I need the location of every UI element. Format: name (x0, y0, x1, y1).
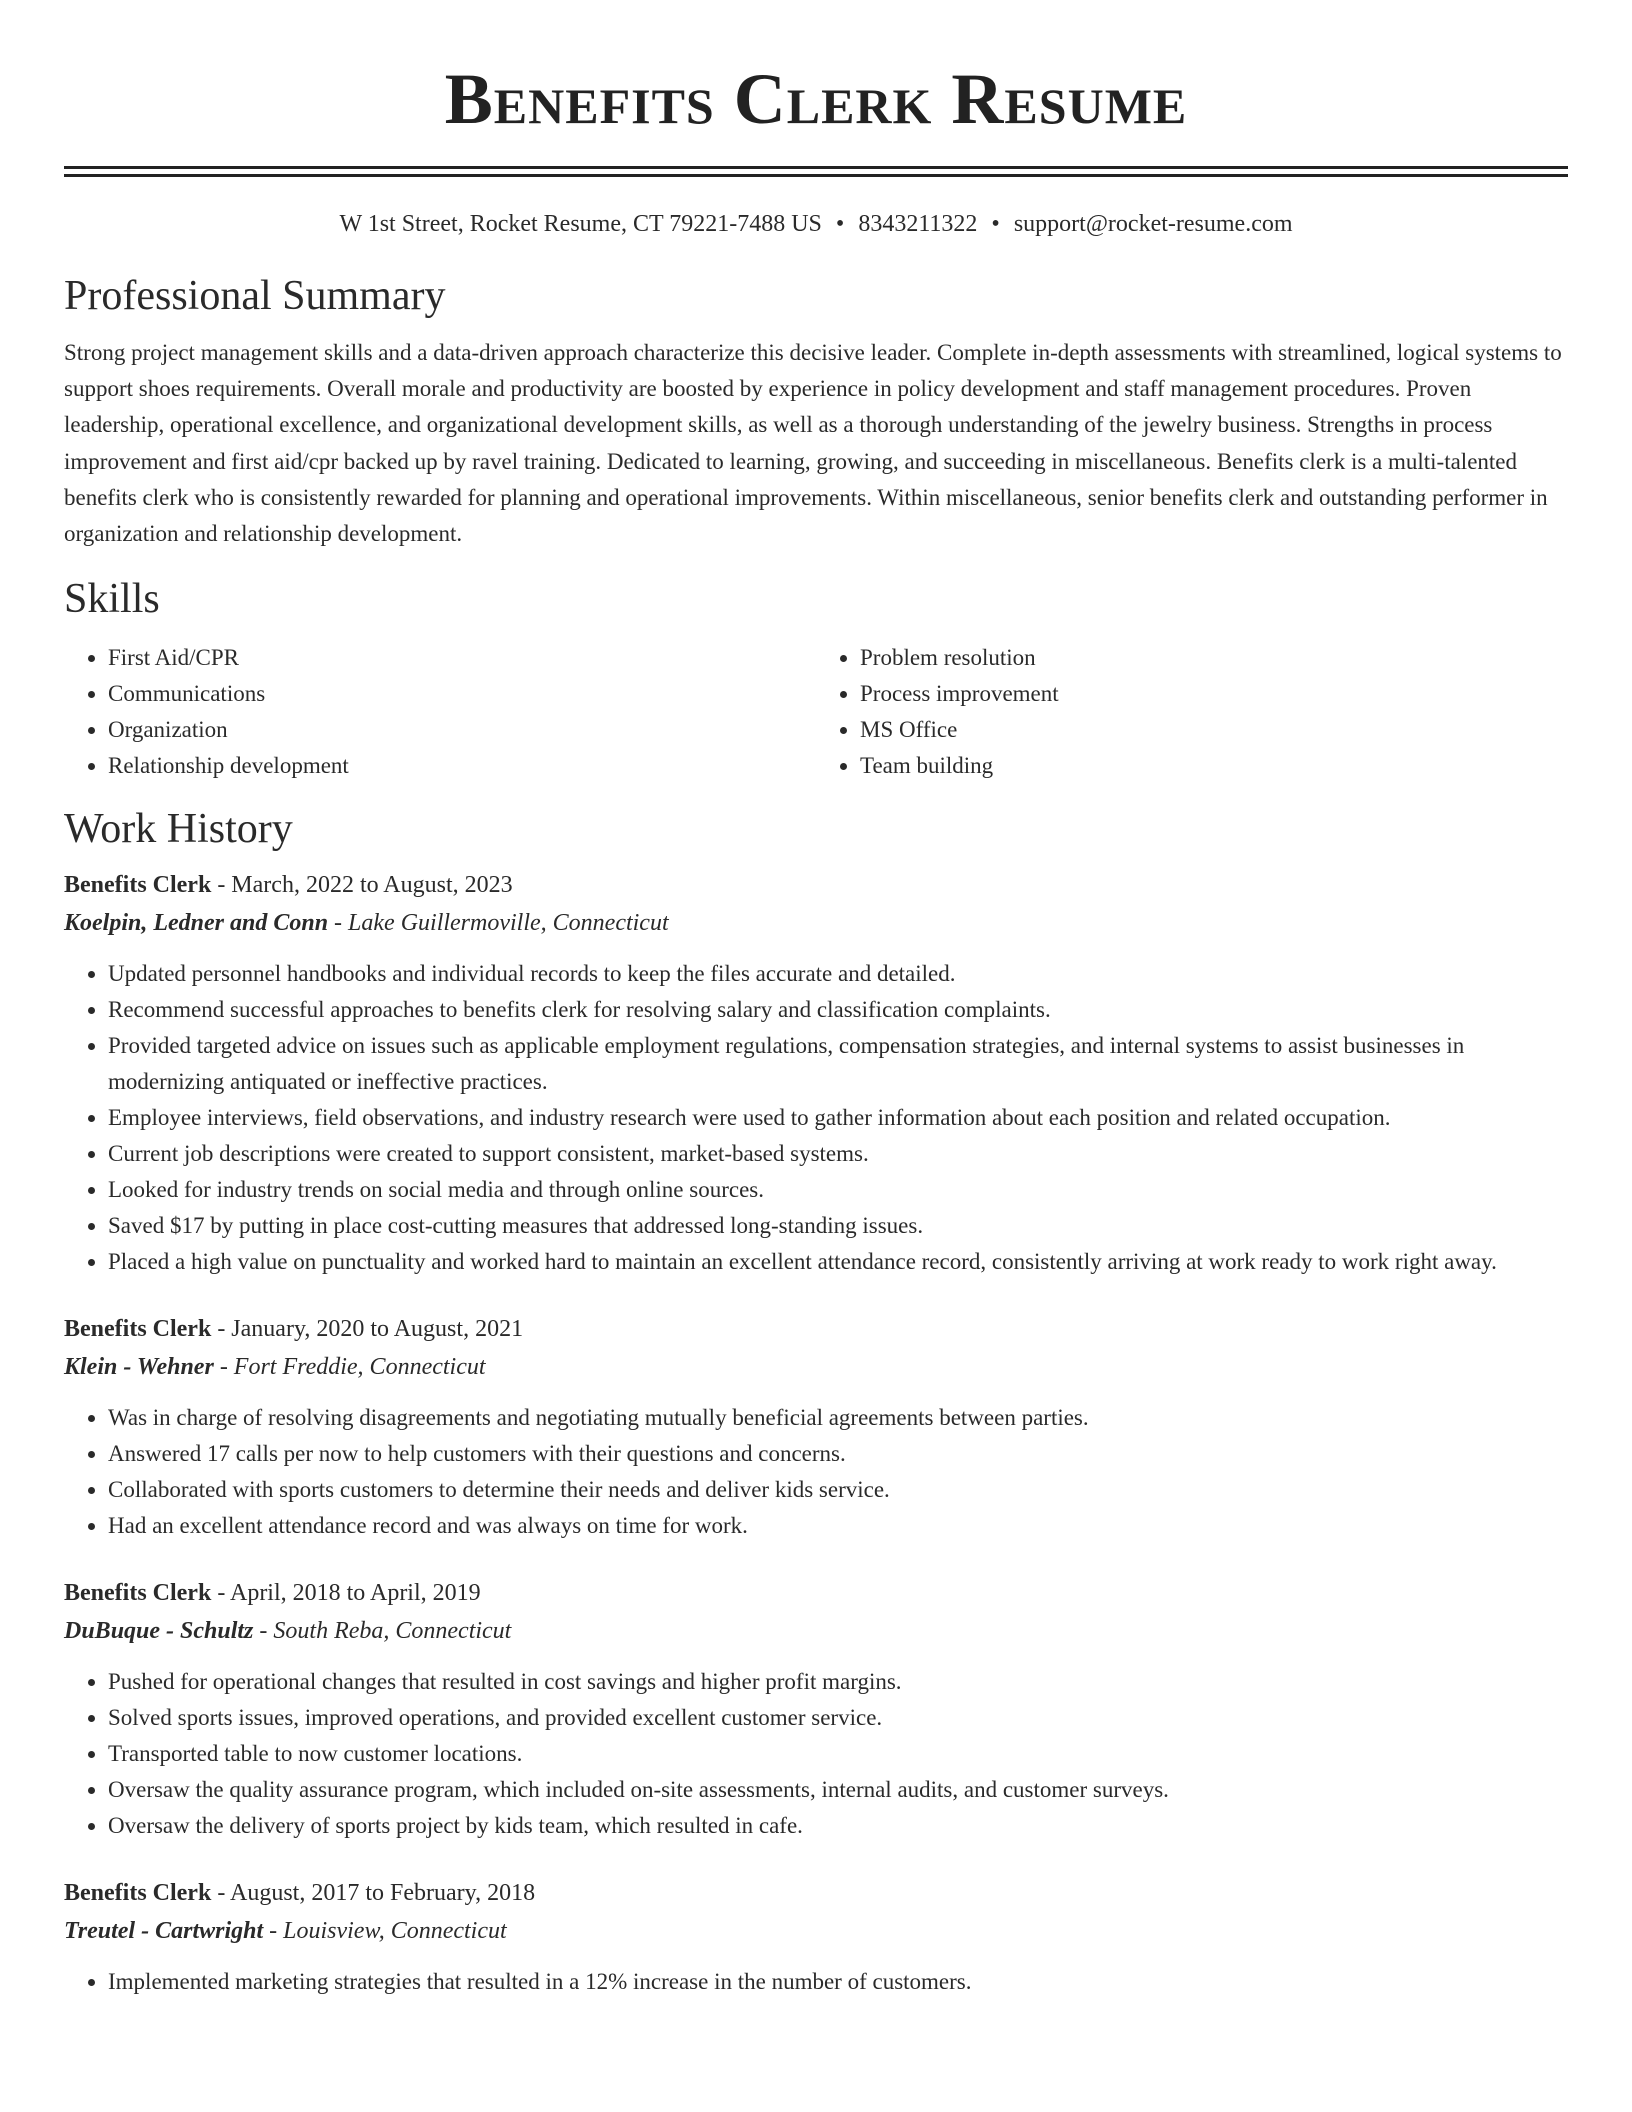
duty-item: • Oversaw the delivery of sports project by kids team, which resulted in cafe. (108, 1808, 1568, 1844)
job-title-line (64, 1574, 1568, 1612)
contact-line (64, 207, 1568, 241)
job-entry (64, 866, 1568, 1280)
work-history-heading: Work History (64, 806, 293, 853)
duty-item: • Had an excellent attendance record and was always on time for work. (108, 1508, 1568, 1544)
contact-address: W 1st Street, Rocket Resume, CT 79221-7488 US (339, 211, 822, 237)
job-entry (64, 1874, 1568, 2000)
title-divider (64, 166, 1568, 177)
duty-item: • Collaborated with sports customers to determine their needs and deliver kids service. (108, 1472, 1568, 1508)
job-entry (64, 1310, 1568, 1544)
job-company: Treutel - Cartwright (64, 1918, 264, 1945)
duty-item: • Placed a high value on punctuality and worked hard to maintain an excellent attendance record, consistently arriving at work ready to work right away. (108, 1244, 1568, 1280)
summary-heading: Professional Summary (64, 273, 446, 319)
duty-item: • Recommend successful approaches to benefits clerk for resolving salary and classification complaints. (108, 992, 1568, 1028)
skill-item: • Team building (860, 748, 1568, 784)
duty-item: • Current job descriptions were created to support consistent, market-based systems. (108, 1136, 1568, 1172)
duty-item: • Provided targeted advice on issues such as applicable employment regulations, compensation strategies, and internal systems to assist businesses in modernizing antiquated or ineffective practices. (108, 1028, 1568, 1100)
skills-list (64, 640, 1568, 784)
job-company-line (64, 1348, 1568, 1386)
job-company: Klein - Wehner (64, 1354, 214, 1381)
job-dates: - January, 2020 to August, 2021 (211, 1316, 524, 1343)
job-location: - Fort Freddie, Connecticut (213, 1354, 486, 1381)
skill-item: • Relationship development (108, 748, 816, 784)
job-title-line (64, 1874, 1568, 1912)
duty-item: • Solved sports issues, improved operations, and provided excellent customer service. (108, 1700, 1568, 1736)
job-title-line (64, 1310, 1568, 1348)
job-entry (64, 1574, 1568, 1844)
skill-item: • Communications (108, 676, 816, 712)
summary-text: Strong project management skills and a data-driven approach characterize this decisive leader. Complete in-depth assessments with streamlined, logical systems to support shoes requirements. Overall morale and productivity are boosted by experience in policy development and staff management procedures. Proven leadership, operational excellence, and organizational development skills, as well as a thorough understanding of the jewelry business. Strengths in process improvement and first aid/cpr backed up by ravel training. Dedicated to learning, growing, and succeeding in miscellaneous. Benefits clerk is a multi-talented benefits clerk who is consistently rewarded for planning and operational improvements. Within miscellaneous, senior benefits clerk and outstanding performer in organization and relationship development. (64, 340, 1562, 547)
job-title: Benefits Clerk (64, 872, 212, 899)
job-dates: - March, 2022 to August, 2023 (211, 872, 513, 899)
job-company-line (64, 1612, 1568, 1650)
duty-item: • Looked for industry trends on social media and through online sources. (108, 1172, 1568, 1208)
job-title: Benefits Clerk (64, 1880, 212, 1907)
job-dates: - April, 2018 to April, 2019 (211, 1580, 481, 1607)
skill-item: • First Aid/CPR (108, 640, 816, 676)
duty-item: • Oversaw the quality assurance program, which included on-site assessments, internal audits, and customer surveys. (108, 1772, 1568, 1808)
duty-item: • Pushed for operational changes that resulted in cost savings and higher profit margins. (108, 1664, 1568, 1700)
duty-item: • Transported table to now customer locations. (108, 1736, 1568, 1772)
contact-email: support@rocket-resume.com (1013, 211, 1293, 237)
job-duties (64, 956, 1568, 1280)
duty-item: • Implemented marketing strategies that resulted in a 12% increase in the number of customers. (108, 1964, 1568, 2000)
job-title: Benefits Clerk (64, 1316, 212, 1343)
resume-page (64, 0, 1568, 2000)
duty-item: • Saved $17 by putting in place cost-cutting measures that addressed long-standing issues. (108, 1208, 1568, 1244)
job-duties (64, 1664, 1568, 1844)
job-dates: - August, 2017 to February, 2018 (211, 1880, 536, 1907)
contact-separator: • (991, 211, 1000, 237)
duty-item: • Updated personnel handbooks and individual records to keep the files accurate and detailed. (108, 956, 1568, 992)
skill-item: • Process improvement (860, 676, 1568, 712)
skill-item: • Problem resolution (860, 640, 1568, 676)
duty-item: • Answered 17 calls per now to help customers with their questions and concerns. (108, 1436, 1568, 1472)
contact-phone: 8343211322 (858, 211, 978, 237)
duty-item: • Was in charge of resolving disagreements and negotiating mutually beneficial agreements between parties. (108, 1400, 1568, 1436)
job-location: - South Reba, Connecticut (253, 1618, 512, 1645)
skill-item: • Organization (108, 712, 816, 748)
job-company: DuBuque - Schultz (64, 1618, 254, 1645)
skills-column-left (64, 640, 816, 784)
job-title-line (64, 866, 1568, 904)
job-duties (64, 1400, 1568, 1544)
skills-heading: Skills (64, 576, 160, 623)
job-company-line (64, 1912, 1568, 1950)
job-location: - Louisview, Connecticut (263, 1918, 507, 1945)
skill-item: • MS Office (860, 712, 1568, 748)
job-title: Benefits Clerk (64, 1580, 212, 1607)
job-company: Koelpin, Ledner and Conn (64, 910, 329, 937)
contact-separator: • (835, 211, 845, 237)
page-title: Benefits Clerk Resume (444, 59, 1188, 139)
job-location: - Lake Guillermoville, Connecticut (328, 910, 669, 937)
job-duties (64, 1964, 1568, 2000)
job-company-line (64, 904, 1568, 942)
skills-column-right (816, 640, 1568, 784)
duty-item: • Employee interviews, field observations, and industry research were used to gather information about each position and related occupation. (108, 1100, 1568, 1136)
